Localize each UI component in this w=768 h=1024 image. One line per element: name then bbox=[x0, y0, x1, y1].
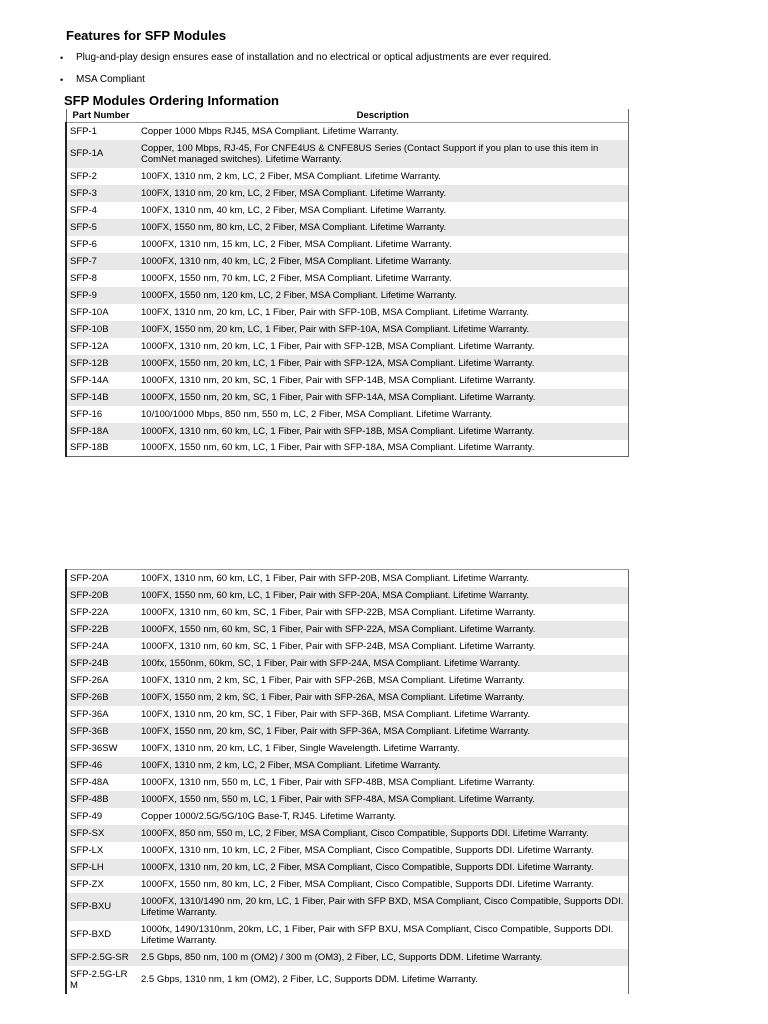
part-number-cell: SFP-2.5G-LRM bbox=[66, 966, 138, 994]
part-number-cell: SFP-LX bbox=[66, 842, 138, 859]
part-number-cell: SFP-36A bbox=[66, 706, 138, 723]
description-cell: 100FX, 1550 nm, 20 km, LC, 1 Fiber, Pair with SFP-10A, MSA Compliant. Lifetime Warranty. bbox=[138, 321, 628, 338]
table-row bbox=[66, 859, 628, 876]
description-cell: 100FX, 1310 nm, 20 km, LC, 1 Fiber, Single Wavelength. Lifetime Warranty. bbox=[141, 742, 460, 754]
table-row bbox=[66, 253, 628, 270]
part-number-cell: SFP-12B bbox=[66, 355, 138, 372]
description-cell: 1000FX, 1310 nm, 20 km, LC, 2 Fiber, MSA Compliant, Cisco Compatible, Supports DDI. Lifetime Warranty. bbox=[138, 859, 628, 876]
part-number-cell: SFP-SX bbox=[66, 825, 138, 842]
part-number-cell: SFP-BXD bbox=[66, 921, 138, 949]
part-number-cell: SFP-49 bbox=[66, 808, 138, 825]
part-number-cell: SFP-14B bbox=[66, 389, 138, 406]
part-number-cell: SFP-46 bbox=[66, 757, 138, 774]
list-item bbox=[58, 72, 551, 94]
description-cell: 2.5 Gbps, 850 nm, 100 m (OM2) / 300 m (OM3), 2 Fiber, LC, Supports DDM. Lifetime Warranty. bbox=[138, 949, 628, 966]
table-row bbox=[66, 655, 628, 672]
part-number-cell: SFP-5 bbox=[66, 219, 138, 236]
table-row bbox=[66, 672, 628, 689]
description-cell: 100FX, 1310 nm, 20 km, LC, 1 Fiber, Pair with SFP-10B, MSA Compliant. Lifetime Warranty. bbox=[141, 306, 530, 318]
table-row bbox=[66, 338, 628, 355]
part-number-cell: SFP-6 bbox=[66, 236, 138, 253]
feature-text: Plug-and-play design ensures ease of installation and no electrical or optical adjustments are ever required. bbox=[76, 52, 552, 63]
ordering-table-page-2 bbox=[65, 569, 629, 994]
feature-text: MSA Compliant bbox=[76, 74, 145, 85]
table-row bbox=[66, 621, 628, 638]
table-row bbox=[66, 689, 628, 706]
table-row bbox=[66, 740, 628, 757]
description-cell: 100FX, 1550 nm, 80 km, LC, 2 Fiber, MSA Compliant. Lifetime Warranty. bbox=[138, 219, 628, 236]
table-row bbox=[66, 921, 628, 949]
ordering-heading: SFP Modules Ordering Information bbox=[64, 93, 279, 108]
table-row bbox=[66, 893, 628, 921]
part-number-cell: SFP-12A bbox=[66, 338, 138, 355]
part-number-cell: SFP-1A bbox=[66, 140, 138, 168]
part-number-cell: SFP-2 bbox=[66, 168, 138, 185]
description-cell: 100FX, 1310 nm, 2 km, SC, 1 Fiber, Pair with SFP-26B, MSA Compliant. Lifetime Warranty. bbox=[141, 674, 525, 686]
table-row bbox=[66, 123, 628, 140]
table-row bbox=[66, 140, 628, 168]
table-row bbox=[66, 757, 628, 774]
part-number-cell: SFP-8 bbox=[66, 270, 138, 287]
list-item bbox=[58, 50, 551, 72]
table-row bbox=[66, 355, 628, 372]
description-cell: 1000FX, 1550 nm, 60 km, LC, 1 Fiber, Pair with SFP-18A, MSA Compliant. Lifetime Warranty. bbox=[141, 442, 535, 454]
part-number-cell: SFP-2.5G-SR bbox=[66, 949, 138, 966]
part-number-cell: SFP-10B bbox=[66, 321, 138, 338]
description-cell: 1000FX, 1550 nm, 120 km, LC, 2 Fiber, MSA Compliant. Lifetime Warranty. bbox=[138, 287, 628, 304]
description-cell: 100FX, 1310 nm, 40 km, LC, 2 Fiber, MSA Compliant. Lifetime Warranty. bbox=[141, 204, 447, 216]
table-row bbox=[66, 372, 628, 389]
description-cell: 10/100/1000 Mbps, 850 nm, 550 m, LC, 2 Fiber, MSA Compliant. Lifetime Warranty. bbox=[141, 408, 493, 420]
description-cell: 100FX, 1550 nm, 20 km, SC, 1 Fiber, Pair with SFP-36A, MSA Compliant. Lifetime Warranty. bbox=[138, 723, 628, 740]
description-cell: 1000FX, 1310 nm, 10 km, LC, 2 Fiber, MSA Compliant, Cisco Compatible, Supports DDI. Lifetime Warranty. bbox=[141, 844, 594, 856]
bullet-icon: • bbox=[60, 53, 64, 63]
table-row bbox=[66, 219, 628, 236]
table-row bbox=[66, 406, 628, 423]
description-cell: 100FX, 1310 nm, 2 km, LC, 2 Fiber, MSA Compliant. Lifetime Warranty. bbox=[141, 170, 441, 182]
table-row bbox=[66, 842, 628, 859]
part-number-cell: SFP-16 bbox=[66, 406, 138, 423]
description-cell: 100FX, 1310 nm, 20 km, SC, 1 Fiber, Pair with SFP-36B, MSA Compliant. Lifetime Warranty. bbox=[141, 708, 531, 720]
description-cell: 1000FX, 1550 nm, 70 km, LC, 2 Fiber, MSA Compliant. Lifetime Warranty. bbox=[141, 272, 452, 284]
description-cell: 100FX, 1550 nm, 2 km, SC, 1 Fiber, Pair with SFP-26A, MSA Compliant. Lifetime Warranty. bbox=[138, 689, 628, 706]
table-row bbox=[66, 791, 628, 808]
table-row bbox=[66, 966, 628, 994]
description-cell: 1000FX, 1310 nm, 60 km, SC, 1 Fiber, Pair with SFP-24B, MSA Compliant. Lifetime Warranty. bbox=[141, 640, 536, 652]
ordering-table-page-1 bbox=[65, 109, 629, 457]
description-cell: 100FX, 1550 nm, 60 km, LC, 1 Fiber, Pair with SFP-20A, MSA Compliant. Lifetime Warranty. bbox=[138, 587, 628, 604]
description-cell: 1000FX, 1550 nm, 80 km, LC, 2 Fiber, MSA Compliant, Cisco Compatible, Supports DDI. Lifetime Warranty. bbox=[141, 878, 594, 890]
description-cell: 1000FX, 1310 nm, 60 km, LC, 1 Fiber, Pair with SFP-18B, MSA Compliant. Lifetime Warranty. bbox=[138, 423, 628, 440]
description-cell: 1000fx, 1490/1310nm, 20km, LC, 1 Fiber, Pair with SFP BXU, MSA Compliant, Cisco Compatible, Supports DDI. Lifetime Warranty. bbox=[141, 923, 614, 946]
part-number-cell: SFP-14A bbox=[66, 372, 138, 389]
part-number-cell: SFP-1 bbox=[66, 123, 138, 140]
description-cell: 1000FX, 1550 nm, 550 m, LC, 1 Fiber, Pair with SFP-48A, MSA Compliant. Lifetime Warranty. bbox=[138, 791, 628, 808]
features-heading: Features for SFP Modules bbox=[66, 28, 227, 43]
description-cell: 100FX, 1310 nm, 60 km, LC, 1 Fiber, Pair with SFP-20B, MSA Compliant. Lifetime Warranty. bbox=[138, 570, 628, 587]
features-list bbox=[58, 50, 551, 94]
table-row bbox=[66, 287, 628, 304]
table-row bbox=[66, 706, 628, 723]
table-row bbox=[66, 202, 628, 219]
column-header-part-number: Part Number bbox=[66, 109, 138, 123]
part-number-cell: SFP-9 bbox=[66, 287, 138, 304]
part-number-cell: SFP-20A bbox=[66, 570, 138, 587]
part-number-cell: SFP-48A bbox=[66, 774, 138, 791]
description-cell: Copper 1000 Mbps RJ45, MSA Compliant. Lifetime Warranty. bbox=[138, 123, 628, 140]
table-row bbox=[66, 949, 628, 966]
description-cell: 1000FX, 1550 nm, 20 km, LC, 1 Fiber, Pair with SFP-12A, MSA Compliant. Lifetime Warranty. bbox=[138, 355, 628, 372]
table-body bbox=[66, 570, 628, 994]
bullet-icon: • bbox=[60, 75, 64, 85]
description-cell: 1000FX, 1310 nm, 20 km, LC, 1 Fiber, Pair with SFP-12B, MSA Compliant. Lifetime Warranty. bbox=[141, 340, 535, 352]
table-row bbox=[66, 389, 628, 406]
part-number-cell: SFP-18A bbox=[66, 423, 138, 440]
description-cell: 100fx, 1550nm, 60km, SC, 1 Fiber, Pair with SFP-24A, MSA Compliant. Lifetime Warranty. bbox=[138, 655, 628, 672]
description-cell: 1000FX, 1310/1490 nm, 20 km, LC, 1 Fiber, Pair with SFP BXD, MSA Compliant, Cisco Compatible, Supports DDI. Lifetime Warranty. bbox=[138, 893, 628, 921]
part-number-cell: SFP-ZX bbox=[66, 876, 138, 893]
table-row bbox=[66, 587, 628, 604]
part-number-cell: SFP-22B bbox=[66, 621, 138, 638]
part-number-cell: SFP-24B bbox=[66, 655, 138, 672]
part-number-cell: SFP-BXU bbox=[66, 893, 138, 921]
description-cell: 1000FX, 1310 nm, 20 km, SC, 1 Fiber, Pair with SFP-14B, MSA Compliant. Lifetime Warranty. bbox=[141, 374, 536, 386]
description-cell: Copper 1000/2.5G/5G/10G Base-T, RJ45. Lifetime Warranty. bbox=[141, 810, 397, 822]
table-row bbox=[66, 604, 628, 621]
table-row bbox=[66, 270, 628, 287]
description-cell: 1000FX, 1310 nm, 60 km, SC, 1 Fiber, Pair with SFP-22B, MSA Compliant. Lifetime Warranty. bbox=[141, 606, 536, 618]
table-row bbox=[66, 570, 628, 587]
description-cell: 1000FX, 1310 nm, 550 m, LC, 1 Fiber, Pair with SFP-48B, MSA Compliant. Lifetime Warranty. bbox=[141, 776, 535, 788]
table-row bbox=[66, 808, 628, 825]
description-cell: 1000FX, 1550 nm, 60 km, SC, 1 Fiber, Pair with SFP-22A, MSA Compliant. Lifetime Warranty. bbox=[138, 621, 628, 638]
description-cell: 1000FX, 1310 nm, 40 km, LC, 2 Fiber, MSA Compliant. Lifetime Warranty. bbox=[138, 253, 628, 270]
part-number-cell: SFP-LH bbox=[66, 859, 138, 876]
description-cell: 1000FX, 1310 nm, 15 km, LC, 2 Fiber, MSA Compliant. Lifetime Warranty. bbox=[141, 238, 452, 250]
table-row bbox=[66, 723, 628, 740]
table-row bbox=[66, 440, 628, 457]
part-number-cell: SFP-7 bbox=[66, 253, 138, 270]
table-row bbox=[66, 638, 628, 655]
description-cell: Copper, 100 Mbps, RJ-45, For CNFE4US & CNFE8US Series (Contact Support if you plan to use this item in ComNet managed switches). Lifetime Warranty. bbox=[138, 140, 628, 168]
part-number-cell: SFP-3 bbox=[66, 185, 138, 202]
part-number-cell: SFP-36B bbox=[66, 723, 138, 740]
description-cell: 1000FX, 850 nm, 550 m, LC, 2 Fiber, MSA Compliant, Cisco Compatible, Supports DDI. Lifetime Warranty. bbox=[138, 825, 628, 842]
table-row bbox=[66, 185, 628, 202]
table-row bbox=[66, 876, 628, 893]
part-number-cell: SFP-36SW bbox=[66, 740, 138, 757]
part-number-cell: SFP-10A bbox=[66, 304, 138, 321]
table-row bbox=[66, 423, 628, 440]
description-cell: 100FX, 1310 nm, 2 km, LC, 2 Fiber, MSA Compliant. Lifetime Warranty. bbox=[138, 757, 628, 774]
table-body bbox=[66, 123, 628, 457]
part-number-cell: SFP-24A bbox=[66, 638, 138, 655]
description-cell: 100FX, 1310 nm, 20 km, LC, 2 Fiber, MSA Compliant. Lifetime Warranty. bbox=[138, 185, 628, 202]
table-row bbox=[66, 825, 628, 842]
column-header-description: Description bbox=[138, 109, 628, 123]
table-row bbox=[66, 236, 628, 253]
part-number-cell: SFP-48B bbox=[66, 791, 138, 808]
part-number-cell: SFP-26B bbox=[66, 689, 138, 706]
table-row bbox=[66, 774, 628, 791]
table-row bbox=[66, 168, 628, 185]
part-number-cell: SFP-26A bbox=[66, 672, 138, 689]
description-cell: 2.5 Gbps, 1310 nm, 1 km (OM2), 2 Fiber, LC, Supports DDM. Lifetime Warranty. bbox=[141, 974, 478, 985]
part-number-cell: SFP-18B bbox=[66, 440, 138, 457]
table-row bbox=[66, 321, 628, 338]
description-cell: 1000FX, 1550 nm, 20 km, SC, 1 Fiber, Pair with SFP-14A, MSA Compliant. Lifetime Warranty. bbox=[138, 389, 628, 406]
part-number-cell: SFP-20B bbox=[66, 587, 138, 604]
table-row bbox=[66, 304, 628, 321]
part-number-cell: SFP-22A bbox=[66, 604, 138, 621]
part-number-cell: SFP-4 bbox=[66, 202, 138, 219]
